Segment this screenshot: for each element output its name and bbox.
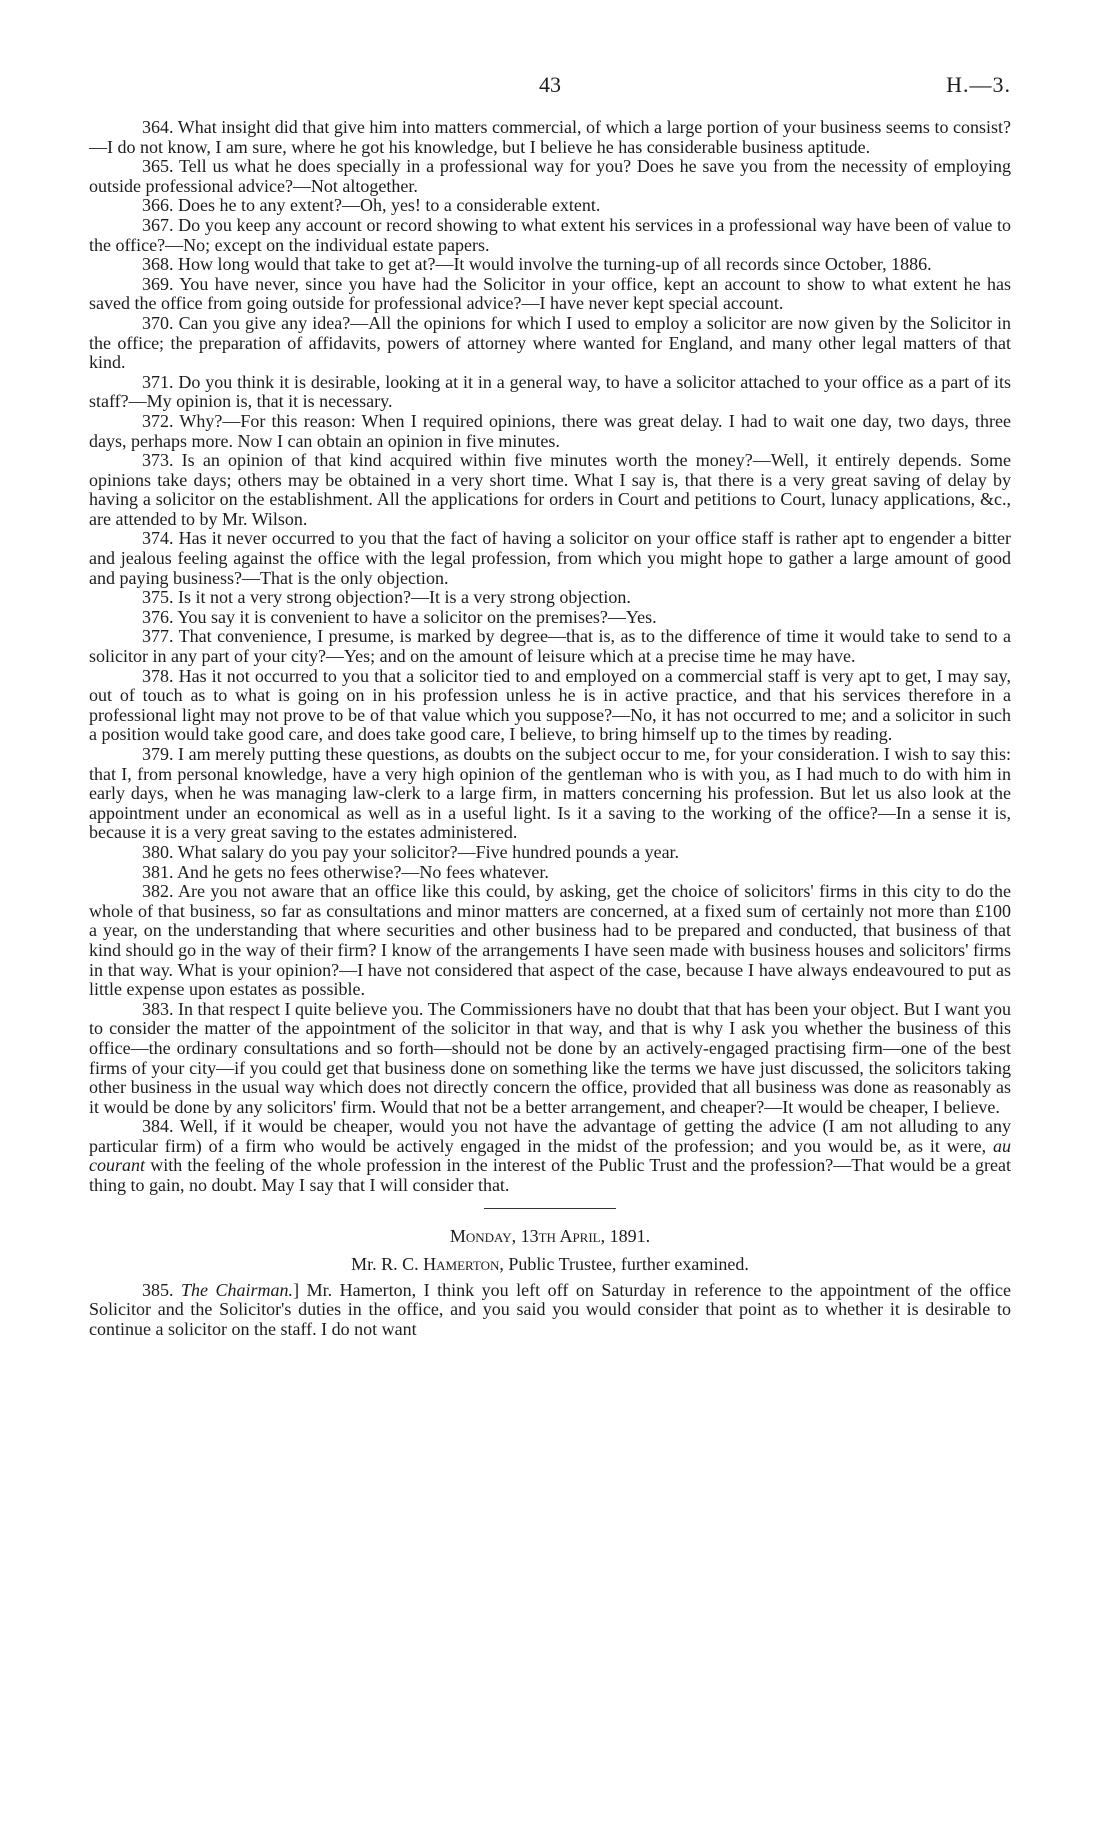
section-date-heading: Monday, 13th April, 1891. (449, 1225, 651, 1246)
witness-suffix: , Public Trustee, further examined. (499, 1253, 749, 1274)
question-364: 364. What insight did that give him into matters commercial, of which a large portion of your business seems to consist?—I do not know, I am sure, where he got his knowledge, but I believe he has considerable business aptitude. (89, 117, 1011, 157)
question-367: 367. Do you keep any account or record showing to what extent his services in a professional way have been of value to the office?—No; except on the individual estate papers. (89, 214, 1011, 255)
question-385-text: ] Mr. Hamerton, I think you left off on Saturday in reference to the appointment of the office Solicitor and the Solicitor's duties in the office, and you said you would consider that point as to whether it is desirable to continue a solicitor on the staff. I do not want (89, 1279, 1012, 1339)
witness-name: R. C. Hamerton (381, 1253, 500, 1274)
question-370: 370. Can you give any idea?—All the opinions for which I used to employ a solicitor are now given by the Solicitor in the office; the preparation of affidavits, powers of attorney where wanted for England, and many other legal matters of that kind. (89, 312, 1011, 373)
question-378: 378. Has it not occurred to you that a solicitor tied to and employed on a commercial staff is very apt to get, I may say, out of touch as to what is going on in his profession unless he is in active practice, and that his services therefore in a professional light may not prove to be of that value which you suppose?—No, it has not occurred to me; and a solicitor in such a position would take good care, and does take good care, I believe, to bring himself up to the times by reading. (89, 665, 1011, 745)
section-divider (484, 1208, 616, 1209)
page-number: 43 (539, 72, 561, 97)
document-page (89, 72, 1011, 1339)
witness-prefix: Mr. (351, 1253, 382, 1274)
question-385-number: 385. (142, 1279, 182, 1300)
question-373: 373. Is an opinion of that kind acquired within five minutes worth the money?—Well, it entirely depends. Some opinions take days; others may be obtained in a very short time. What I say is, that there is a very great saving of delay by having a solicitor on the establishment. All the applications for orders in Court and petitions to Court, lunacy applications, &c., are attended to by Mr. Wilson. (89, 450, 1011, 529)
question-368: 368. How long would that take to get at?—It would involve the turning-up of all records since October, 1886. (142, 254, 932, 275)
testimony-body (89, 118, 1011, 1196)
witness-line (89, 1253, 1011, 1275)
question-384-text-start: 384. Well, if it would be cheaper, would you not have the advantage of getting the advice (I am not alluding to any particular firm) of a firm who would be actively engaged in the midst of the profession; and you would be, as it were, (89, 1116, 1011, 1156)
question-383: 383. In that respect I quite believe you. The Commissioners have no doubt that that has been your object. But I want you to consider the matter of the appointment of the solicitor in that way, and that is why I ask you whether the business of this office—the ordinary consultations and so forth—should not be done by an actively-engaged practising firm—one of the best firms of your city—if you could get that business done on something like the terms we have just discussed, the solicitors taking other business in the usual way which does not directly concern the office, provided that all business was done as reasonably as it would be done by any solicitors' firm. Would that not be a better arrangement, and cheaper?—It would be cheaper, I believe. (89, 998, 1011, 1117)
page-header (89, 72, 1011, 110)
question-371: 371. Do you think it is desirable, looking at it in a general way, to have a solicitor attached to your office as a part of its staff?—My opinion is, that it is necessary. (89, 371, 1011, 412)
question-374: 374. Has it never occurred to you that the fact of having a solicitor on your office staff is rather apt to engender a bitter and jealous feeling against the office with the legal profession, from which you might hope to gather a large amount of good and paying business?—That is the only objection. (89, 528, 1011, 588)
question-379: 379. I am merely putting these questions, as doubts on the subject occur to me, for your consideration. I wish to say this: that I, from personal knowledge, have a very high opinion of the gentleman who is with you, as I had much to do with him in early days, when he was managing law-clerk to a large firm, in matters concerning his profession. But let us also look at the appointment under an economical as well as in a useful light. Is it a saving to the working of the office?—In a sense it is, because it is a very great saving to the estates administered. (89, 744, 1011, 843)
paper-reference: H.—3. (946, 72, 1011, 97)
question-377: 377. That convenience, I presume, is marked by degree—that is, as to the difference of time it would take to send to a solicitor in any part of your city?—Yes; and on the amount of leisure which at a precise time he may have. (89, 626, 1011, 667)
question-380: 380. What salary do you pay your solicitor?—Five hundred pounds a year. (142, 841, 680, 862)
question-375: 375. Is it not a very strong objection?—It is a very strong objection. (142, 587, 631, 608)
question-365: 365. Tell us what he does specially in a professional way for you? Does he save you from the necessity of employing outside professional advice?—Not altogether. (89, 156, 1011, 196)
question-376: 376. You say it is convenient to have a solicitor on the premises?—Yes. (142, 606, 657, 627)
question-385 (89, 1281, 1011, 1340)
question-366: 366. Does he to any extent?—Oh, yes! to a considerable extent. (142, 195, 601, 216)
question-369: 369. You have never, since you have had the Solicitor in your office, kept an account to show to what extent he has saved the office from going outside for professional advice?—I have never kept special account. (89, 273, 1011, 314)
question-384 (89, 1117, 1011, 1195)
question-381: 381. And he gets no fees otherwise?—No fees whatever. (142, 861, 549, 882)
question-384-italic-phrase: au courant (89, 1135, 1011, 1176)
question-384-text-end: with the feeling of the whole profession in the interest of the Public Trust and the profession?—That would be a great thing to gain, no doubt. May I say that I will consider that. (89, 1155, 1011, 1196)
question-382: 382. Are you not aware that an office like this could, by asking, get the choice of solicitors' firms in this city to do the whole of that business, so far as consultations and minor matters are concerned, at a fixed sum of certainly not more than £100 a year, on the understanding that where securities and other business had to be prepared and conducted, that business of that kind should go in the way of their firm? I know of the arrangements I have seen made with business houses and solicitors' firms in that way. What is your opinion?—I have not considered that aspect of the case, because I have always endeavoured to put as little expense upon estates as possible. (89, 881, 1011, 1000)
question-385-speaker: The Chairman. (181, 1279, 294, 1300)
question-372: 372. Why?—For this reason: When I required opinions, there was great delay. I had to wait one day, two days, three days, perhaps more. Now I can obtain an opinion in five minutes. (89, 410, 1011, 451)
